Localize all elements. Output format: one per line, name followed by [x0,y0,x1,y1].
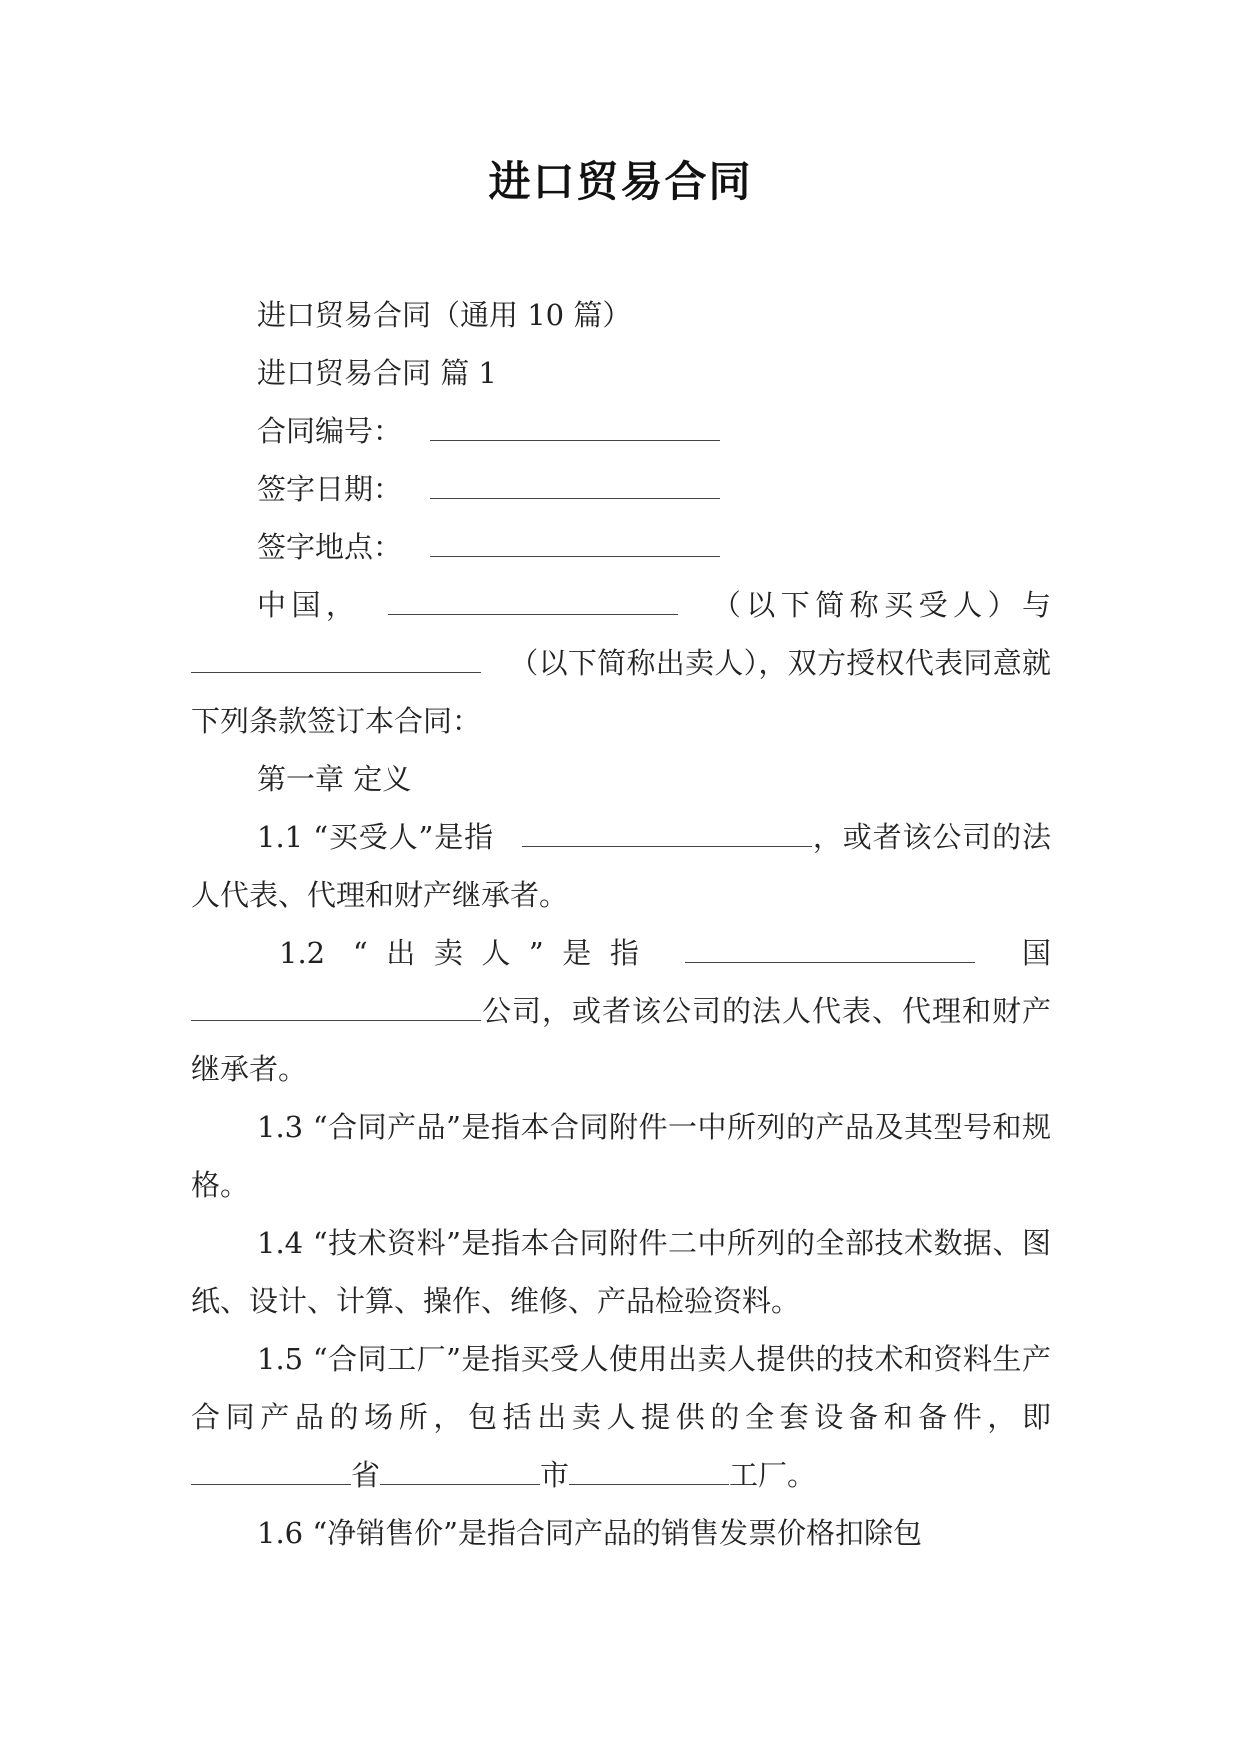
parties-paragraph [191,576,1051,750]
clause-1-2-text-c: 公司，或者该公司的法人代表、代理和财产继承者。 [191,994,1051,1086]
sign-place-row [191,518,1051,576]
sign-date-blank [430,474,720,499]
seller-company-blank [191,996,481,1021]
parties-china: 中国， [257,588,361,622]
clause-1-6: 1.6 “净销售价”是指合同产品的销售发票价格扣除包 [257,1516,922,1550]
parties-buyer-note: （以下简称买受人）与 [706,588,1051,622]
clause-1-2 [191,924,1051,1098]
clause-1-2-text-a: 1.2 “出卖人”是指 [279,936,658,970]
clause-1-5-factory: 工厂。 [729,1458,817,1492]
clause-1-4: 1.4 “技术资料”是指本合同附件二中所列的全部技术数据、图纸、设计、计算、操作、维修、产品检验资料。 [191,1226,1051,1318]
buyer-definition-blank [522,822,812,847]
doc-subtitle: 进口贸易合同（通用 10 篇） [257,298,632,332]
seller-name-blank [191,648,481,673]
contract-number-row [191,402,1051,460]
document-body [191,286,1051,1562]
sign-place-label: 签字地点： [257,530,403,564]
doc-section-heading: 进口贸易合同 篇 1 [257,356,497,390]
parties-seller-note: （以下简称出卖人），双方授权代表同意就下列条款签订本合同： [191,646,1051,738]
clause-1-1-text-a: 1.1 “买受人”是指 [257,820,494,854]
sign-place-blank [430,532,720,557]
seller-country-blank [685,938,975,963]
sign-date-label: 签字日期： [257,472,403,506]
clause-1-5-province: 省 [351,1458,381,1492]
clause-1-1 [191,808,1051,924]
contract-number-blank [430,416,720,441]
clause-1-5-city: 市 [540,1458,570,1492]
buyer-name-blank [388,590,678,615]
province-blank [191,1460,351,1485]
sign-date-row [191,460,1051,518]
clause-1-3: 1.3 “合同产品”是指本合同附件一中所列的产品及其型号和规格。 [191,1110,1051,1202]
clause-1-5 [191,1330,1051,1504]
factory-blank [569,1460,729,1485]
clause-1-5-text-a: 1.5 “合同工厂”是指买受人使用出卖人提供的技术和资料生产合同产品的场所，包括出卖人提供的全套设备和备件，即 [191,1342,1051,1434]
contract-number-label: 合同编号： [257,414,403,448]
clause-1-1-text-b: ，或者该公司的法人代表、代理和财产继承者。 [191,820,1051,912]
clause-1-2-text-b: 国 [1003,936,1051,970]
city-blank [380,1460,540,1485]
chapter-heading: 第一章 定义 [257,762,412,796]
document-title: 进口贸易合同 [488,157,753,206]
